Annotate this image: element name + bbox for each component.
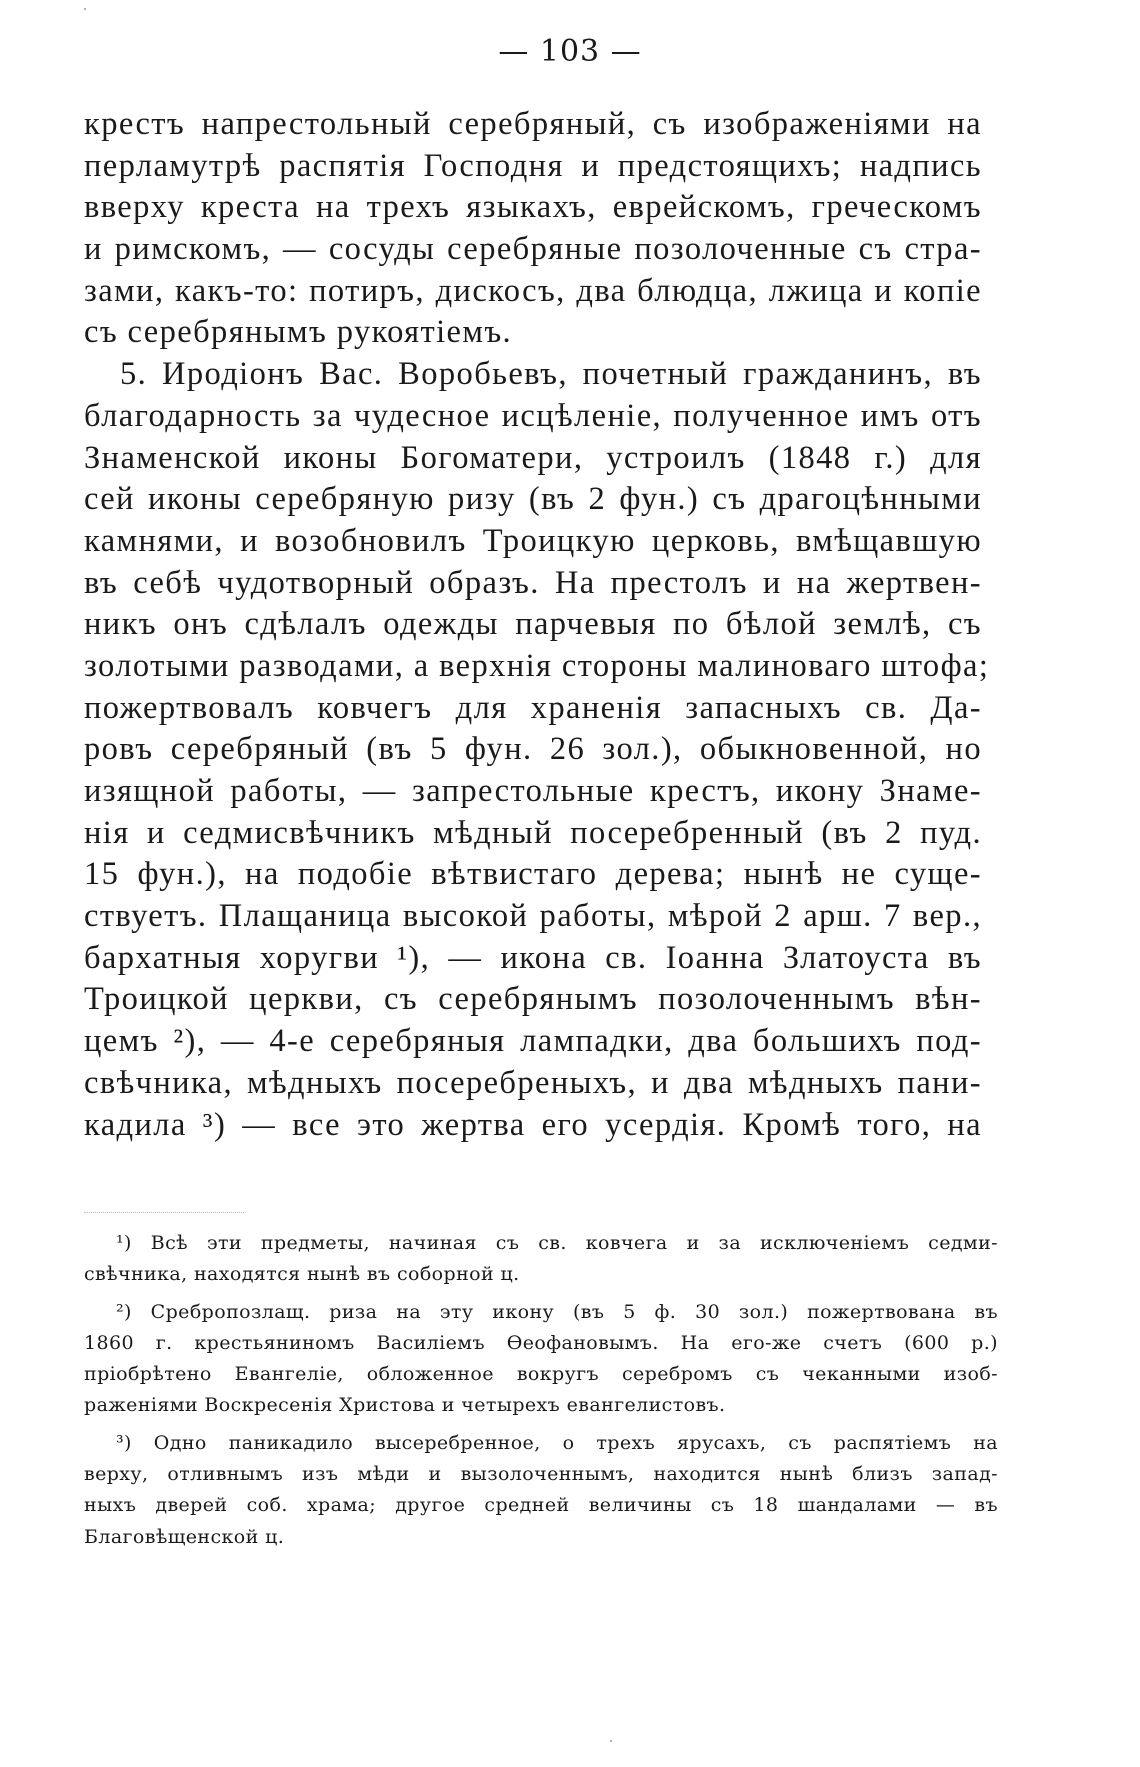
main-text-line: ствуетъ. Плащаница высокой работы, мѣрой 2 арш. 7 вер., — [84, 898, 982, 935]
main-text-line: сей иконы серебряную ризу (въ 2 фун.) съ драгоцѣнными — [84, 481, 982, 518]
main-text-line: съ серебрянымъ рукоятіемъ. — [84, 314, 513, 351]
main-text-line: вверху креста на трехъ языкахъ, еврейскомъ, греческомъ — [84, 189, 982, 226]
main-text-line: пожертвовалъ ковчегъ для храненія запасныхъ св. Да- — [84, 689, 982, 726]
footnote-2 — [84, 1297, 998, 1422]
footnote-line: ²) Сребропозлащ. риза на эту икону (въ 5 ф. 30 зол.) пожертвована въ — [116, 1300, 998, 1323]
footnote-1 — [84, 1228, 998, 1291]
footnote-line: ³) Одно паникадило высеребренное, о трехъ ярусахъ, съ распятіемъ на — [116, 1431, 998, 1454]
main-text-line: перламутрѣ распятія Господня и предстоящихъ; надпись — [84, 147, 982, 184]
footnote-line: пріобрѣтено Евангеліе, обложенное вокругъ серебромъ съ чеканными изоб- — [84, 1363, 998, 1386]
footnote-divider — [84, 1212, 244, 1213]
main-text-line: крестъ напрестольный серебряный, съ изображеніями на — [84, 106, 982, 142]
main-text-line: и римскомъ, — сосуды серебряные позолоченные съ стра- — [84, 231, 982, 268]
scan-speck — [84, 8, 86, 10]
footnote-line: раженіями Воскресенія Христова и четырехъ евангелистовъ. — [84, 1394, 726, 1417]
footnote-line: ¹) Всѣ эти предметы, начиная съ св. ковчега и за исключеніемъ седми- — [116, 1232, 998, 1254]
footnote-line: свѣчника, находятся нынѣ въ соборной ц. — [84, 1263, 520, 1286]
paragraph-first-line: 5. Иродіонъ Вас. Воробьевъ, почетный гражданинъ, въ — [120, 356, 982, 393]
main-text-line: бархатныя хоругви ¹), — икона св. Іоанна Златоуста въ — [84, 939, 982, 976]
main-text-block — [84, 104, 990, 1146]
main-text-line: зами, какъ-то: потиръ, дискосъ, два блюдца, лжица и копіе — [84, 272, 982, 309]
scan-speck — [610, 1740, 612, 1742]
footnotes-block — [84, 1228, 998, 1559]
main-text-line: Знаменской иконы Богоматери, устроилъ (1848 г.) для — [84, 439, 982, 476]
main-text-line: ровъ серебряный (въ 5 фун. 26 зол.), обыкновенной, но — [84, 731, 982, 768]
footnote-line: 1860 г. крестьяниномъ Василіемъ Өеофановымъ. На его-же счетъ (600 р.) — [84, 1331, 998, 1354]
main-text-line: благодарность за чудесное исцѣленіе, полученное имъ отъ — [84, 397, 982, 434]
footnote-line: Благовѣщенской ц. — [84, 1525, 285, 1548]
footnote-line: ныхъ дверей соб. храма; другое средней величины съ 18 шандалами — въ — [84, 1494, 998, 1517]
main-text-line: въ себѣ чудотворный образъ. На престолъ и на жертвен- — [84, 564, 982, 601]
main-text-line: кадила ³) — все это жертва его усердія. Кромѣ того, на — [84, 1106, 982, 1143]
main-text-line: золотыми разводами, а верхнія стороны малиноваго штофа; — [84, 647, 990, 684]
main-text-line: Троицкой церкви, съ серебрянымъ позолоченнымъ вѣн- — [84, 981, 982, 1018]
main-text-line: свѣчника, мѣдныхъ посеребреныхъ, и два мѣдныхъ пани- — [84, 1064, 982, 1101]
main-text-line: никъ онъ сдѣлалъ одежды парчевыя по бѣлой землѣ, съ — [84, 606, 982, 643]
main-text-line: цемъ ²), — 4-е серебряныя лампадки, два большихъ под- — [84, 1023, 982, 1060]
main-text-line: изящной работы, — запрестольные крестъ, икону Знаме- — [84, 773, 982, 809]
footnote-3 — [84, 1428, 998, 1553]
main-text-line: камнями, и возобновилъ Троицкую церковь, вмѣщавшую — [84, 522, 982, 559]
page-number: — 103 — — [498, 34, 642, 69]
main-text-line: нія и седмисвѣчникъ мѣдный посеребренный (въ 2 пуд. — [84, 814, 982, 851]
footnote-line: верху, отливнымъ изъ мѣди и вызолоченнымъ, находится нынѣ близъ запад- — [84, 1463, 998, 1486]
main-text-line: 15 фун.), на подобіе вѣтвистаго дерева; нынѣ не суще- — [84, 856, 982, 893]
